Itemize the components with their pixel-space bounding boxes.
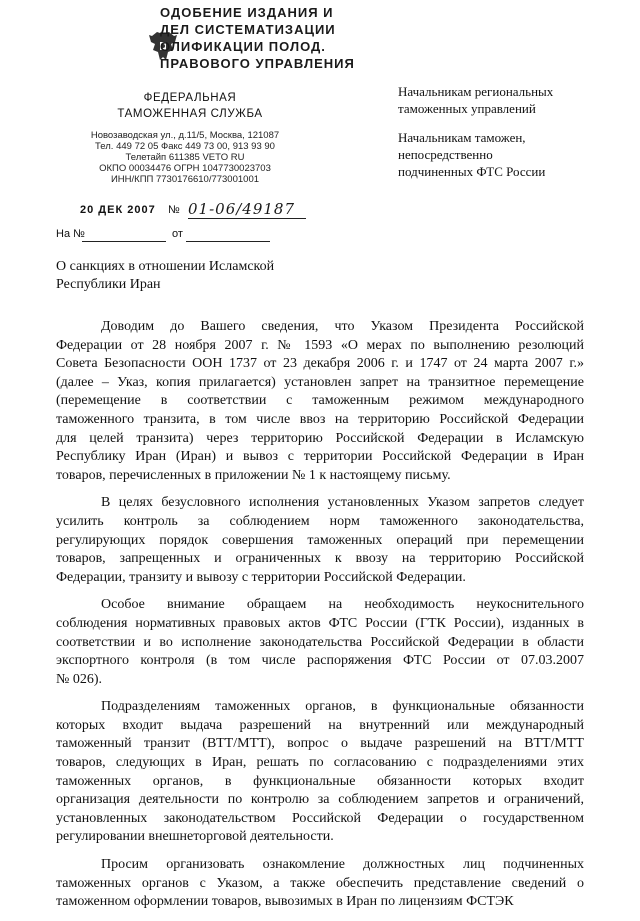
body-line: Доводим до Вашего сведения, что Указом Президента Российской [101,319,584,334]
body-line: таможенный транзит (ВТТ/МТТ), вопрос о выдаче разрешений на ВТТ/МТТ [56,736,584,752]
body-line: Подразделениям таможенных органов, в функциональные обязанности [101,699,584,715]
body-line: установленных законодательством Российской Федерации о государственном [56,810,584,826]
body-line: (перемещение в соответствии с таможенным режимом международного [56,393,584,409]
body-line: экспортного контроля (в том числе распоряжения ФТС России от 07.03.2007 [56,653,584,669]
addressees [398,83,618,192]
body-line: Просим организовать ознакомление должностных лиц подчиненных [101,857,584,873]
body-paragraph [56,318,584,485]
body-line: товаров, следующих в Иран, решать по согласованию с подразделениями этих [56,755,584,771]
registration-date: 20 ДЕК 2007 [80,204,156,216]
body-line: таможенного транзита, в том числе ввоз на территорию Российской Федерации [56,411,584,427]
registration-row [80,200,310,222]
body-paragraph [56,494,584,587]
addressee-regional: Начальникам региональных таможенных управлений [398,84,554,116]
legal-department-stamp: ОДОБЕНИЕ ИЗДАНИЯ И ДЕЛ СИСТЕМАТИЗАЦИИ ОЛИФИКАЦИИ ПОЛОД. ПРАВОВОГО УПРАВЛЕНИЯ [160,5,355,71]
body-line: товаров, запрещенных и ограниченных к ввозу на территорию Российской [56,551,584,567]
body-line: соответствии и во исполнение законодательства Российской Федерации в области [56,634,584,650]
reference-date-label: от [172,228,183,240]
body-line: организация деятельности по контролю за соблюдением запретов и ограничений, [56,792,584,808]
body-line: Федерации, транзиту и вывозу с территории Российской Федерации. [56,569,466,585]
body-line: регулирующих порядок совершения таможенных операций при перемещении [56,532,584,548]
letter-body [56,318,584,921]
addressee-customs: Начальникам таможен, непосредственно подчиненных ФТС России [398,130,546,179]
body-line: таможенных органов с Указом, а также обеспечить представление сведений о [56,875,584,891]
reference-date-blank [186,241,270,242]
body-line: № 026). [56,671,103,687]
reference-number-blank [82,241,166,242]
body-paragraph [56,698,584,847]
body-line: таможенных органов, в функциональные обязанности которых входит [56,773,584,789]
body-paragraph [56,596,584,689]
body-line: регулировании внешнеторговой деятельности. [56,829,334,845]
body-line: Совета Безопасности ООН 1737 от 23 декабря 2006 г. и 1747 от 24 марта 2007 г.» [56,356,584,372]
body-line: Особое внимание обращаем на необходимость неукоснительного [101,597,584,613]
registration-number: 01-06/49187 [188,200,306,219]
agency-name: ФЕДЕРАЛЬНАЯ ТАМОЖЕННАЯ СЛУЖБА [117,92,263,120]
body-line: Республику Иран (Иран) и вывоз с территории Российской Федерации в Иран [56,449,584,465]
reference-number-label: На № [56,228,85,240]
reference-row [56,228,316,244]
registration-number-label: № [168,204,180,216]
body-line: В целях безусловного исполнения установленных Указом запретов следует [101,495,584,511]
body-line: товаров, перечисленных в приложении № 1 к настоящему письму. [56,467,451,483]
agency-contacts: Новозаводская ул., д.11/5, Москва, 121087 Тел. 449 72 05 Факс 449 73 00, 913 93 90 Телетайп 611385 VETO RU ОКПО 00034476 ОГРН 1047730023703 ИНН/КПП 7730176610/773001001 [90,130,280,185]
body-line: для целей транзита) через территорию Российской Федерации в Исламскую [56,430,584,446]
body-paragraph [56,856,584,912]
body-line: таможенном оформлении товаров, вывозимых в Иран по лицензиям ФСТЭК [56,894,514,910]
body-line: усилить контроль за соблюдением норм таможенного законодательства, [56,513,584,529]
body-line: соблюдения нормативных правовых актов ФТС России (ГТК России), изданных в [56,615,584,631]
body-line: Федерации от 28 ноября 2007 г. № 1593 «О мерах по выполнению резолюций [56,337,584,353]
body-line: (далее – Указ, копия прилагается) установлен запрет на транзитное перемещение [56,374,584,390]
letter-subject: О санкциях в отношении Исламской Республики Иран [56,259,275,292]
body-line: которых входит выдача разрешений на внутренний или международный [56,717,584,733]
